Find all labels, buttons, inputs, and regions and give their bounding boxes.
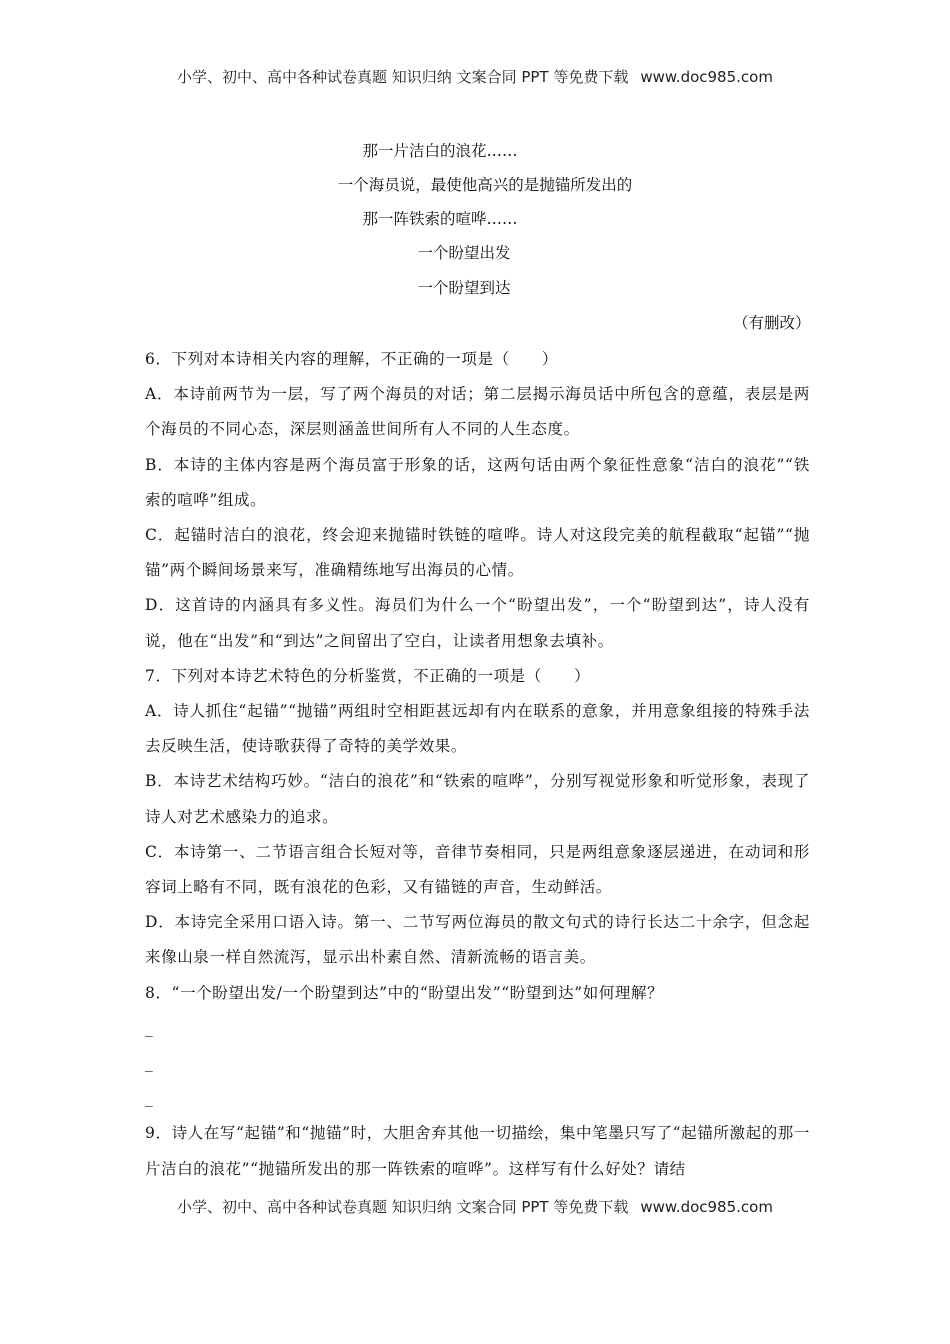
question-6-stem: 6．下列对本诗相关内容的理解，不正确的一项是（ ）: [145, 350, 558, 368]
poem-line-2: 一个海员说，最使他高兴的是抛锚所发出的: [337, 176, 633, 194]
question-7-option-d: D．本诗完全采用口语入诗。第一、二节写两位海员的散文句式的诗行长达二十余字，但念起来像山泉一样自然流泻，显示出朴素自然、清新流畅的语言美。: [145, 913, 810, 967]
question-7-option-c: C．本诗第一、二节语言组合长短对等，音律节奏相同，只是两组意象逐层递进，在动词和形容词上略有不同，既有浪花的色彩，又有锚链的声音，生动鲜活。: [145, 842, 810, 897]
question-6-option-c: C．起锚时洁白的浪花，终会迎来抛锚时铁链的喧哗。诗人对这段完美的航程截取“起锚”“抛锚”两个瞬间场景来写，准确精练地写出海员的心情。: [145, 526, 810, 580]
question-6-option-b: B．本诗的主体内容是两个海员富于形象的话，这两句话由两个象征性意象“洁白的浪花”“铁索的喧哗”组成。: [145, 455, 810, 509]
poem-line-5: 一个盼望到达: [417, 279, 511, 297]
question-6-option-d: D．这首诗的内涵具有多义性。海员们为什么一个“盼望出发”，一个“盼望到达”，诗人没有说，他在“出发”和“到达”之间留出了空白，让读者用想象去填补。: [145, 596, 810, 650]
question-6-option-a: A．本诗前两节为一层，写了两个海员的对话；第二层揭示海员话中所包含的意蕴，表层是两个海员的不同心态，深层则涵盖世间所有人不同的人生态度。: [145, 385, 810, 439]
poem-line-1: 那一片洁白的浪花……: [362, 142, 518, 160]
answer-blank-2: _: [145, 1054, 154, 1073]
poem-line-4: 一个盼望出发: [417, 244, 511, 262]
question-7-option-b: B．本诗艺术结构巧妙。“洁白的浪花”和“铁索的喧哗”，分别写视觉形象和听觉形象，表现了诗人对艺术感染力的追求。: [145, 772, 810, 826]
answer-blank-1: _: [145, 1018, 154, 1037]
question-7-stem: 7．下列对本诗艺术特色的分析鉴赏，不正确的一项是（ ）: [145, 666, 591, 685]
answer-blank-3: _: [145, 1089, 154, 1108]
page-footer: [0, 1196, 950, 1217]
question-9-stem: 9．诗人在写“起锚”和“抛锚”时，大胆舍弃其他一切描绘，集中笔墨只写了“起锚所激起的那一片洁白的浪花”“抛锚所发出的那一阵铁索的喧哗”。这样写有什么好处？请结: [145, 1124, 810, 1178]
question-8-stem: 8．“一个盼望出发/一个盼望到达”中的“盼望出发”“盼望到达”如何理解？: [145, 983, 664, 1002]
page-header: [0, 66, 950, 87]
poem-note: （有删改）: [733, 314, 811, 332]
poem-line-3: 那一阵铁索的喧哗……: [362, 210, 518, 228]
footer-url[interactable]: www.doc985.com: [640, 1198, 773, 1216]
footer-text: 小学、初中、高中各种试卷真题 知识归纳 文案合同 PPT 等免费下载: [177, 1198, 629, 1216]
questions: [145, 342, 810, 1187]
question-7-option-a: A．诗人抓住“起锚”“抛锚”两组时空相距甚远却有内在联系的意象，并用意象组接的特殊手法去反映生活，使诗歌获得了奇特的美学效果。: [145, 702, 810, 756]
header-url[interactable]: www.doc985.com: [640, 68, 773, 86]
header-text: 小学、初中、高中各种试卷真题 知识归纳 文案合同 PPT 等免费下载: [177, 68, 629, 86]
